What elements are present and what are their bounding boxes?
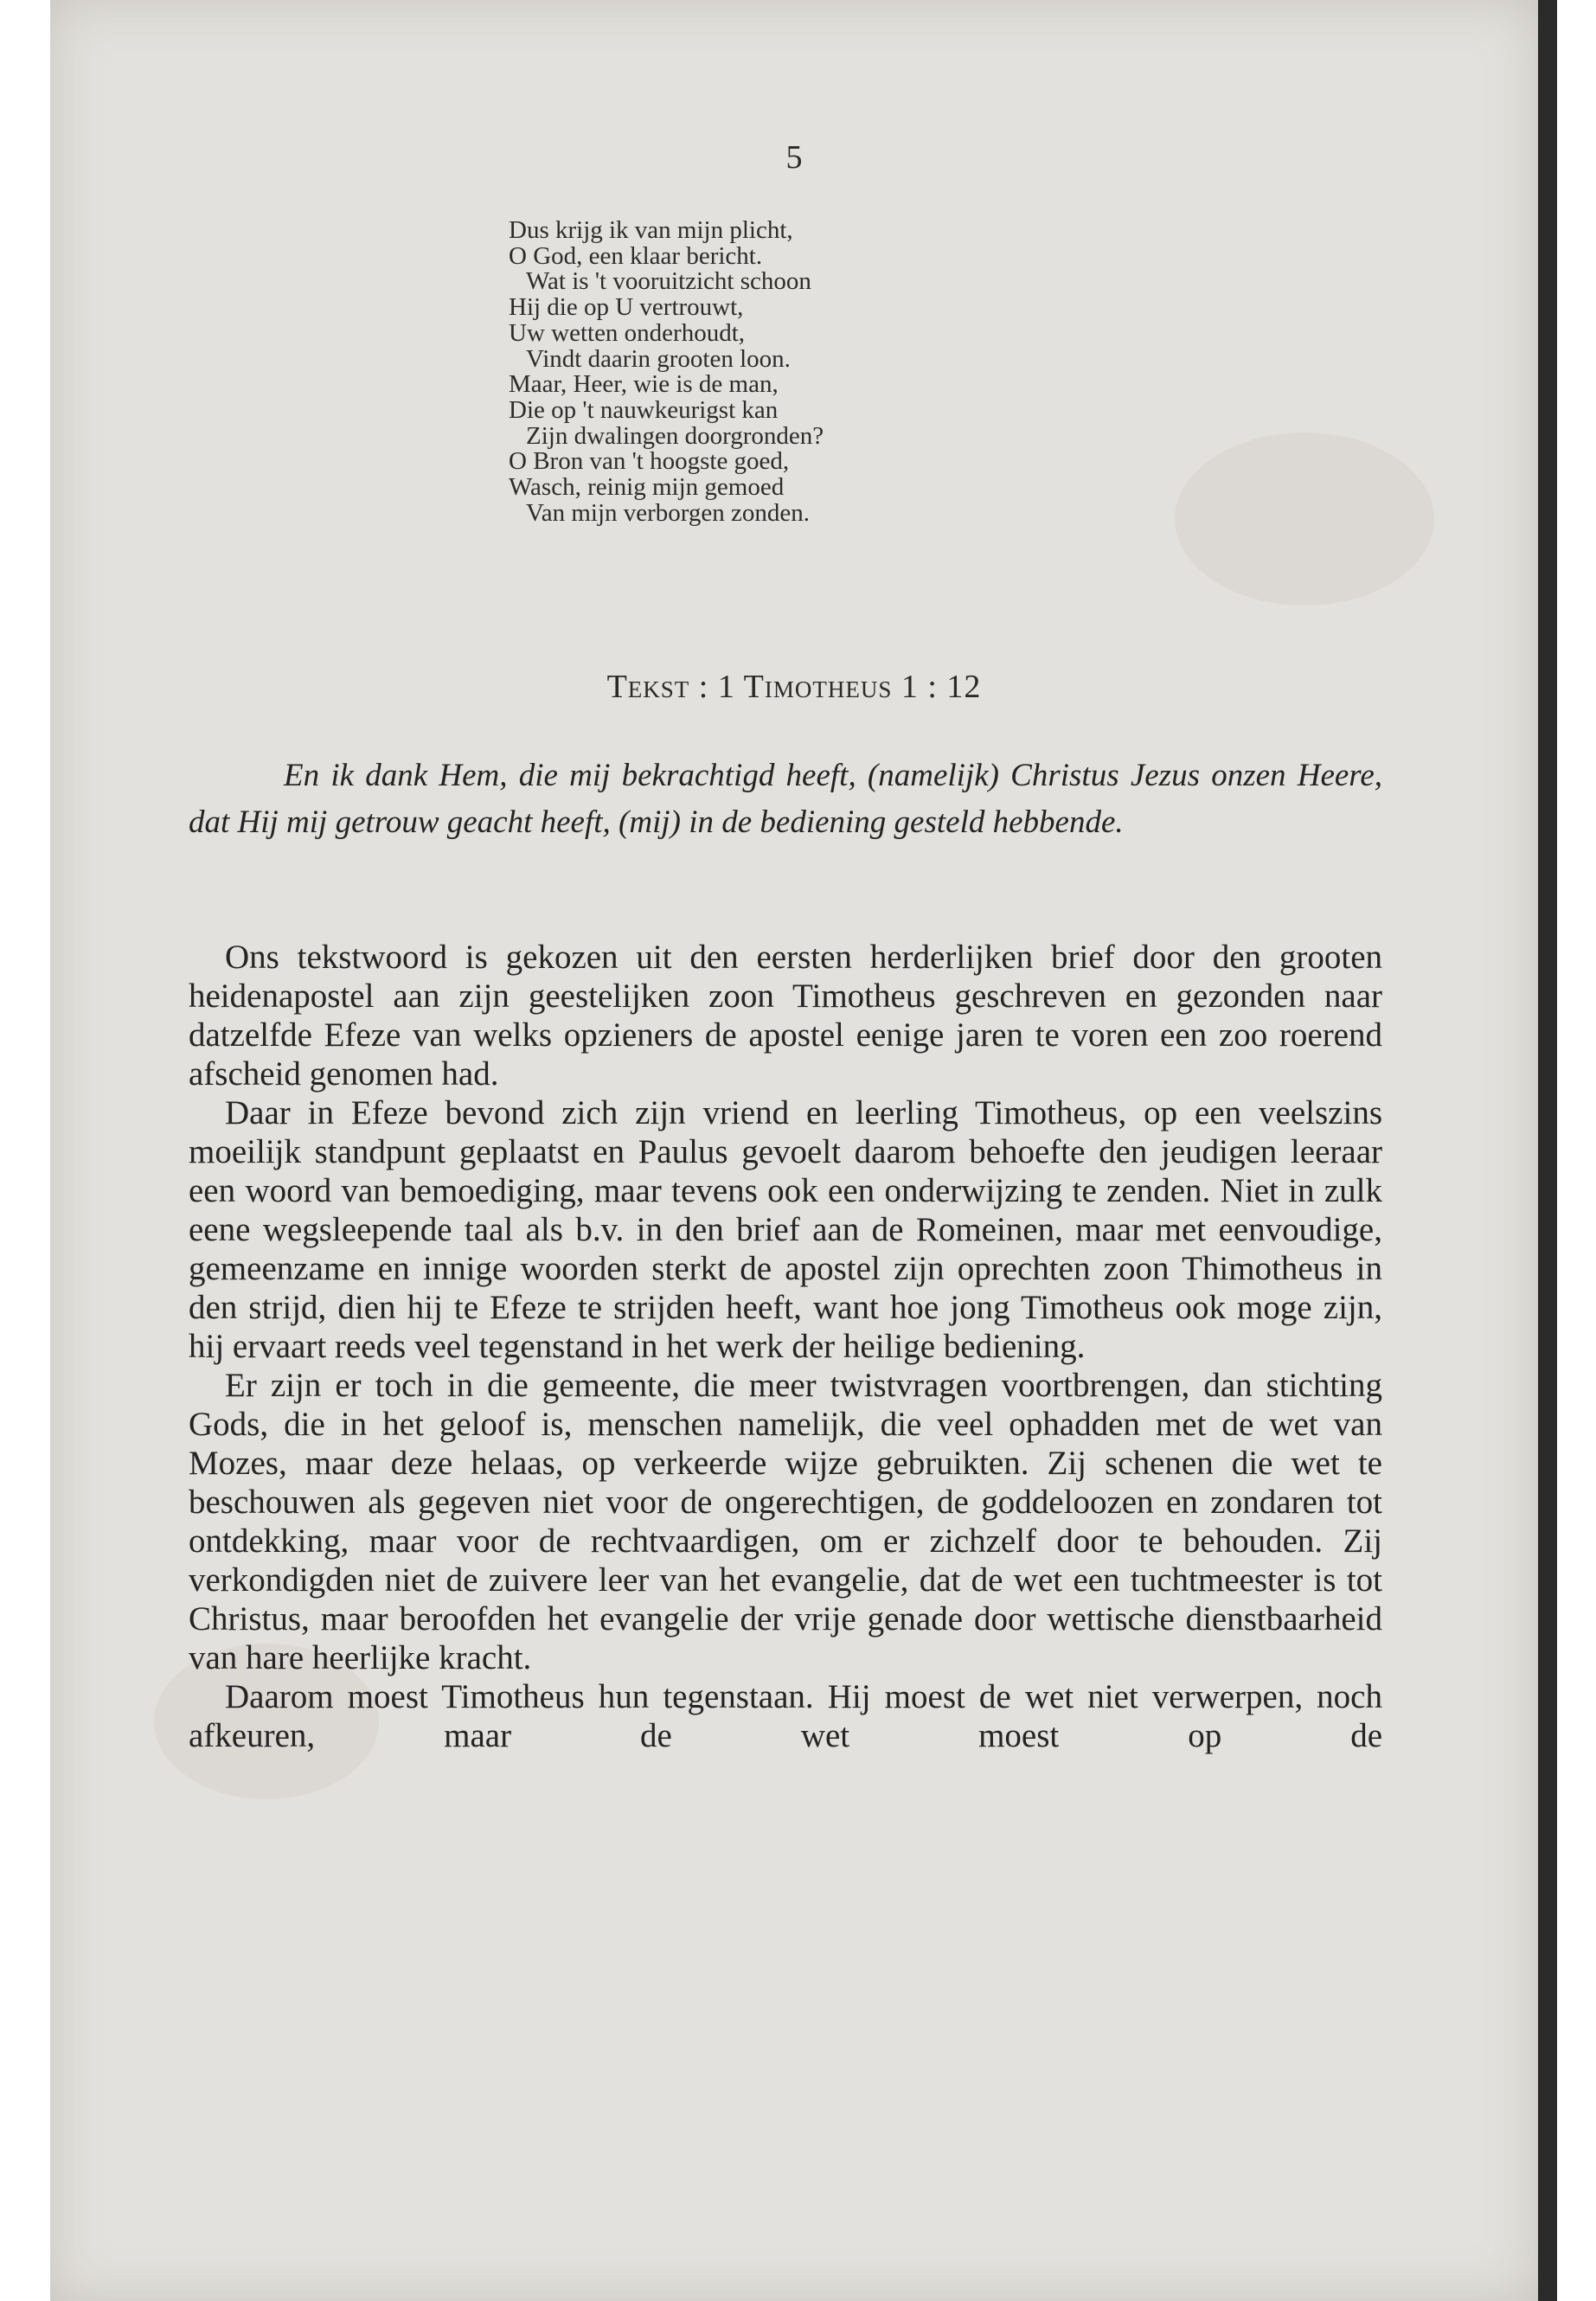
paragraph: Ons tekstwoord is gekozen uit den eersten herderlijken brief door den grooten heidenapostel aan zijn geestelijken zoon Timotheus geschreven en gezonden naar datzelfde Efeze van welks opzieners de apostel eenige jaren te voren een zoo roerend afscheid genomen had. (189, 939, 1382, 1093)
poem-line: Die op 't nauwkeurigst kan (509, 395, 779, 424)
tekst-label: Tekst (606, 669, 690, 705)
scripture-reference: : 1 Timotheus 1 : 12 (698, 669, 982, 705)
poem-line: O Bron van 't hoogste goed, (509, 447, 790, 476)
page-number: 5 (785, 139, 803, 176)
poem-line: Dus krijg ik van mijn plicht, (509, 216, 793, 244)
text-reference-heading (50, 668, 1538, 706)
paragraph: Daar in Efeze bevond zich zijn vriend en leerling Timotheus, op een veelszins moeilijk standpunt geplaatst en Paulus gevoelt daarom behoefte den jeudigen leeraar een woord van bemoediging, maar tevens ook een onderwijzing te zenden. Niet in zulk eene wegsleepende taal als b.v. in den brief aan de Romeinen, maar met eenvoudige, gemeenzame en innige woorden sterkt de apostel zijn oprechten zoon Thimotheus in den strijd, dien hij te Efeze te strijden heeft, want hoe jong Timotheus ook moge zijn, hij ervaart reeds veel tegenstand in het werk der heilige bediening. (189, 1094, 1382, 1365)
poem-line: Hij die op U vertrouwt, (509, 293, 744, 322)
paragraph: Daarom moest Timotheus hun tegenstaan. Hij moest de wet niet verwerpen, noch afkeuren, maar de wet moest op de (189, 1678, 1382, 1754)
poem-line: O God, een klaar bericht. (509, 241, 763, 270)
paper-stain (1175, 433, 1434, 606)
sermon-body (189, 938, 1382, 1755)
scanned-page (50, 0, 1538, 2301)
poem-line: Maar, Heer, wie is de man, (509, 370, 779, 399)
poem-stanza (509, 218, 1114, 526)
poem-line: Vindt daarin grooten loon. (526, 344, 791, 373)
paragraph: Er zijn er toch in die gemeente, die meer twistvragen voortbrengen, dan stichting Gods, die in het geloof is, menschen namelijk, die veel ophadden met de wet van Mozes, maar deze helaas, op verkeerde wijze gebruikten. Zij schenen die wet te beschouwen als gegeven niet voor de ongerechtigen, de goddeloozen en zondaren tot ontdekking, maar voor de rechtvaardigen, om er zichzelf door te behouden. Zij verkondigden niet de zuivere leer van het evangelie, dat de wet een tuchtmeester is tot Christus, maar beroofden het evangelie der vrije genade door wettische dienstbaarheid van hare heerlijke kracht. (189, 1367, 1382, 1676)
scan-margin (1557, 0, 1596, 2301)
poem-line: Uw wetten onderhoudt, (509, 318, 746, 347)
poem-line: Van mijn verborgen zonden. (526, 498, 811, 527)
scripture-verse: En ik dank Hem, die mij bekrachtigd heeft, (namelijk) Christus Jezus onzen Heere, dat Hij mij getrouw geacht heeft, (mij) in de bediening gesteld hebbende. (189, 758, 1382, 840)
poem-line: Zijn dwalingen doorgronden? (526, 421, 824, 450)
poem-line: Wasch, reinig mijn gemoed (509, 473, 785, 502)
page-edge-shadow (1538, 0, 1557, 2301)
poem-line: Wat is 't vooruitzicht schoon (526, 267, 811, 296)
